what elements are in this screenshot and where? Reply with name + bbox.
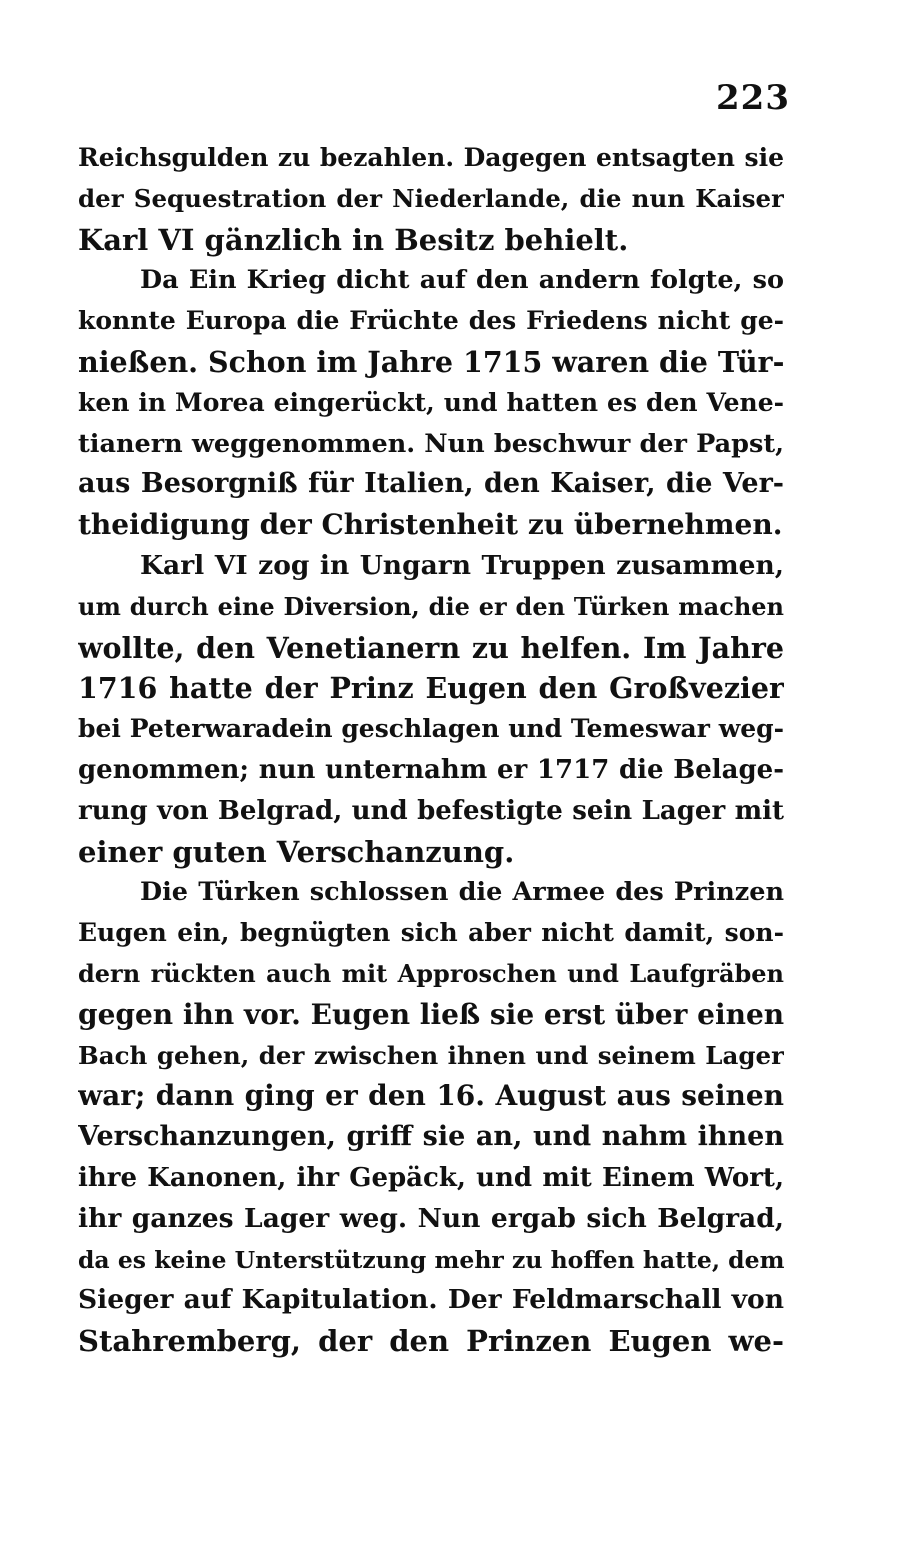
text-line: der Sequestration der Niederlande, die nun Kaiser xyxy=(78,183,784,213)
text-line: Sieger auf Kapitulation. Der Feldmarschall von xyxy=(78,1284,784,1316)
text-line: Karl VI zog in Ungarn Truppen zusammen, xyxy=(140,549,784,581)
text-line: Da Ein Krieg dicht auf den andern folgte, so xyxy=(140,265,784,296)
text-line: da es keine Unterstützung mehr zu hoffen hatte, dem xyxy=(78,1245,784,1274)
text-line: Eugen ein, begnügten sich aber nicht damit, son- xyxy=(78,918,784,948)
text-line: rung von Belgrad, und befestigte sein Lager mit xyxy=(78,795,784,826)
page-number: 223 xyxy=(716,78,790,118)
text-line: theidigung der Christenheit zu übernehmen. xyxy=(78,508,783,542)
text-line: Reichsgulden zu bezahlen. Dagegen entsagten sie xyxy=(78,143,784,172)
text-line: Karl VI gänzlich in Besitz behielt. xyxy=(78,222,629,257)
text-line: gegen ihn vor. Eugen ließ sie erst über einen xyxy=(78,997,784,1031)
text-line: Bach gehen, der zwischen ihnen und seinem Lager xyxy=(78,1040,784,1070)
text-line: dern rückten auch mit Approschen und Laufgräben xyxy=(78,958,784,988)
text-line: nießen. Schon im Jahre 1715 waren die Tür- xyxy=(78,344,784,379)
text-line: bei Peterwaradein geschlagen und Temeswar weg- xyxy=(78,714,784,744)
text-line: aus Besorgniß für Italien, den Kaiser, die Ver- xyxy=(78,468,784,500)
text-line: genommen; nun unternahm er 1717 die Belage- xyxy=(78,754,784,785)
text-line: Verschanzungen, griff sie an, und nahm ihnen xyxy=(78,1121,784,1153)
text-line: Stahremberg, der den Prinzen Eugen we- xyxy=(78,1324,784,1359)
text-line: Die Türken schlossen die Armee des Prinzen xyxy=(140,877,784,908)
text-line: konnte Europa die Früchte des Friedens nicht ge- xyxy=(78,306,784,336)
text-line: wollte, den Venetianern zu helfen. Im Jahre xyxy=(78,630,784,665)
text-line: um durch eine Diversion, die er den Türken machen xyxy=(78,591,784,621)
text-line: einer guten Verschanzung. xyxy=(78,834,515,869)
text-line: ihr ganzes Lager weg. Nun ergab sich Belgrad, xyxy=(78,1202,784,1234)
body-text xyxy=(78,138,784,1362)
text-line: war; dann ging er den 16. August aus seinen xyxy=(78,1079,784,1113)
text-line: ihre Kanonen, ihr Gepäck, und mit Einem Wort, xyxy=(78,1162,784,1193)
text-line: tianern weggenommen. Nun beschwur der Papst, xyxy=(78,428,784,459)
text-line: 1716 hatte der Prinz Eugen den Großvezier xyxy=(78,671,784,706)
text-line: ken in Morea eingerückt, und hatten es den Vene- xyxy=(78,387,784,417)
